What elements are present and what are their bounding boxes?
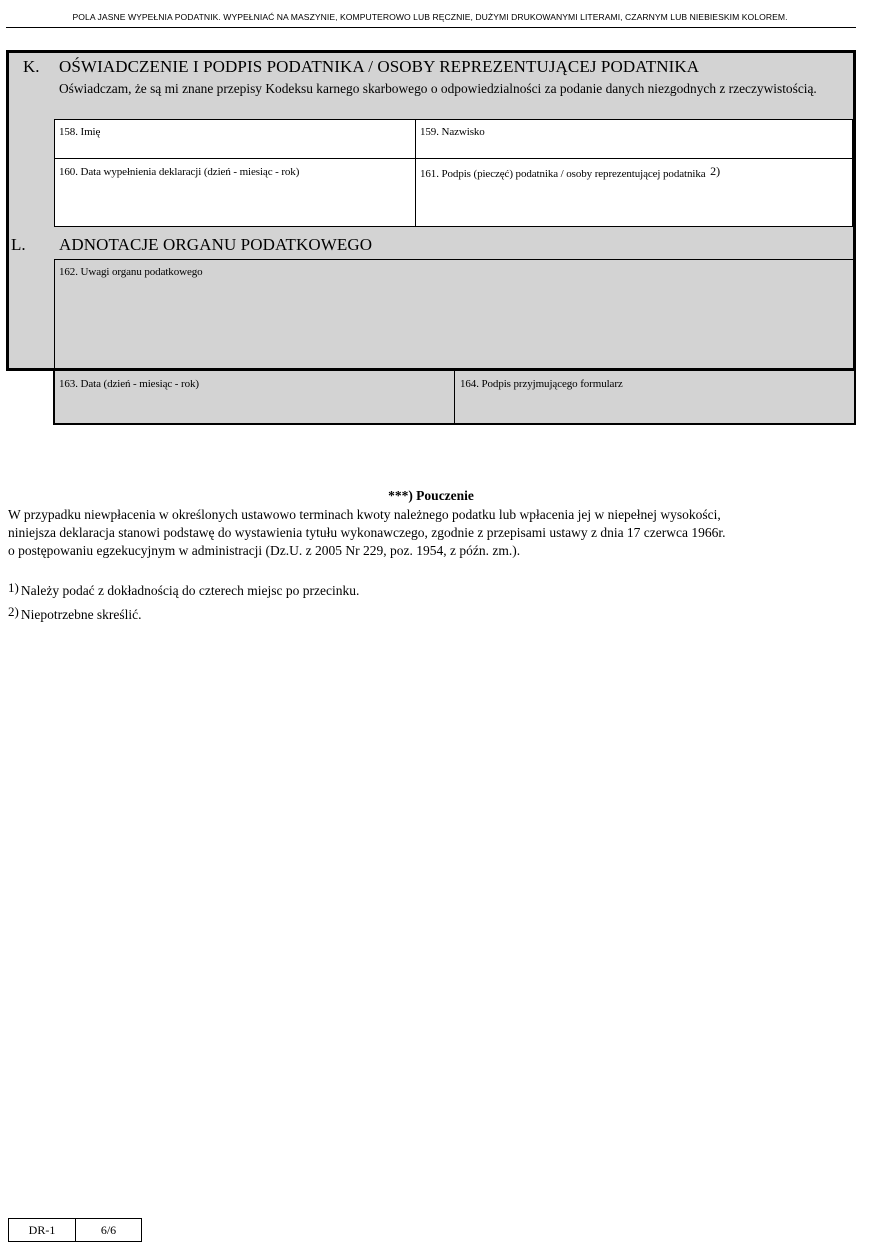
office-remarks-label: 162. Uwagi organu podatkowego — [59, 266, 203, 278]
date-filled-label: 160. Data wypełnienia deklaracji (dzień - miesiąc - rok) — [59, 166, 300, 178]
footnote-2-mark: 2) — [8, 604, 19, 619]
section-k-statement: Oświadczam, że są mi znane przepisy Kodeksu karnego skarbowego o odpowiedzialności za podanie danych niezgodnych z rzeczywistością. — [59, 81, 817, 96]
signature-footnote-ref: 2) — [710, 164, 720, 178]
footnote-1-mark: 1) — [8, 580, 19, 595]
first-name-field[interactable] — [54, 119, 416, 159]
form-code: DR-1 — [9, 1219, 76, 1241]
signature-label — [420, 166, 720, 181]
receiver-signature-label: 164. Podpis przyjmującego formularz — [460, 378, 623, 390]
office-date-label: 163. Data (dzień - miesiąc - rok) — [59, 378, 199, 390]
first-name-label: 158. Imię — [59, 126, 101, 138]
form-instruction: POLA JASNE WYPEŁNIA PODATNIK. WYPEŁNIAĆ NA MASZYNIE, KOMPUTEROWO LUB RĘCZNIE, DUŻYMI DRUKOWANYMI LITERAMI, CZARNYM LUB NIEBIESKIM KOLOREM. — [72, 12, 788, 22]
page-footer — [8, 1218, 142, 1242]
date-filled-field[interactable] — [54, 158, 416, 227]
receiver-signature-field — [454, 369, 856, 425]
notice-line: W przypadku niewpłacenia w określonych ustawowo terminach kwoty należnego podatku lub wpłacenia jej w niepełnej wysokości, — [8, 507, 721, 522]
surname-label: 159. Nazwisko — [420, 126, 485, 138]
section-l-letter: L. — [11, 235, 26, 254]
notice-title: ***) Pouczenie — [388, 488, 474, 503]
surname-field[interactable] — [415, 119, 853, 159]
section-k-letter: K. — [23, 57, 40, 76]
footnote-1-text: Należy podać z dokładnością do czterech miejsc po przecinku. — [20, 583, 360, 598]
notice-line: o postępowaniu egzekucyjnym w administracji (Dz.U. z 2005 Nr 229, poz. 1954, z późn. zm.). — [8, 543, 521, 558]
notice-line: niniejsza deklaracja stanowi podstawę do wystawienia tytułu wykonawczego, zgodnie z przepisami ustawy z dnia 17 czerwca 1966r. — [8, 525, 726, 540]
footnote-2-text: Niepotrzebne skreślić. — [20, 607, 142, 622]
notice-text — [8, 506, 858, 560]
signature-field[interactable] — [415, 158, 853, 227]
section-k-title: OŚWIADCZENIE I PODPIS PODATNIKA / OSOBY REPREZENTUJĄCEJ PODATNIKA — [59, 57, 700, 76]
footnote-2 — [8, 604, 142, 623]
office-remarks-field — [54, 259, 854, 370]
office-date-field — [53, 369, 455, 425]
footnote-1 — [8, 580, 359, 599]
section-l-title: ADNOTACJE ORGANU PODATKOWEGO — [59, 235, 373, 254]
page-number: 6/6 — [100, 1222, 117, 1237]
signature-label-text: 161. Podpis (pieczęć) podatnika / osoby reprezentującej podatnika — [420, 168, 706, 180]
header-divider — [6, 27, 856, 28]
